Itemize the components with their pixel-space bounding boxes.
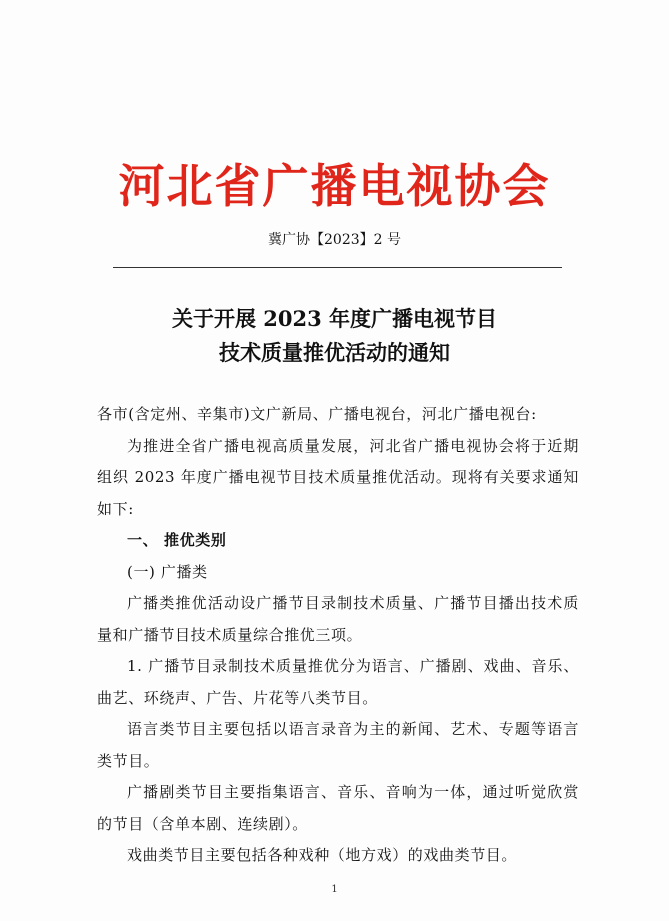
page-number: 1 <box>331 884 338 895</box>
notice-body <box>97 399 579 872</box>
notice-title-line-1: 关于开展 2023 年度广播电视节目 <box>171 306 498 331</box>
paragraph-radio-overview: 广播类推优活动设广播节目录制技术质量、广播节目播出技术质量和广播节目技术质量综合推优三项。 <box>97 594 579 644</box>
document-number: 冀广协【2023】2 号 <box>268 232 401 248</box>
organization-title: 河北省广播电视协会 <box>118 159 551 213</box>
notice-title-line-2: 技术质量推优活动的通知 <box>219 340 450 365</box>
paragraph-recording-quality: 1. 广播节目录制技术质量推优分为语言、广播剧、戏曲、音乐、曲艺、环绕声、广告、片花等八类节目。 <box>97 657 579 707</box>
addressee-line: 各市(含定州、辛集市)文广新局、广播电视台，河北广播电视台: <box>97 405 537 423</box>
subsection-heading-radio: (一) 广播类 <box>127 562 208 581</box>
notice-title <box>0 302 669 370</box>
paragraph-radio-drama: 广播剧类节目主要指集语言、音乐、音响为一体，通过听觉欣赏的节目（含单本剧、连续剧）。 <box>97 783 579 833</box>
header-divider <box>113 267 562 268</box>
intro-paragraph: 为推进全省广播电视高质量发展，河北省广播电视协会将于近期组织 2023 年度广播电视节目技术质量推优活动。现将有关要求通知如下: <box>97 436 579 518</box>
section-heading-categories: 一、 推优类别 <box>127 531 227 549</box>
paragraph-opera-programs: 戏曲类节目主要包括各种戏种（地方戏）的戏曲类节目。 <box>127 846 518 864</box>
paragraph-language-programs: 语言类节目主要包括以语言录音为主的新闻、艺术、专题等语言类节目。 <box>97 720 579 770</box>
